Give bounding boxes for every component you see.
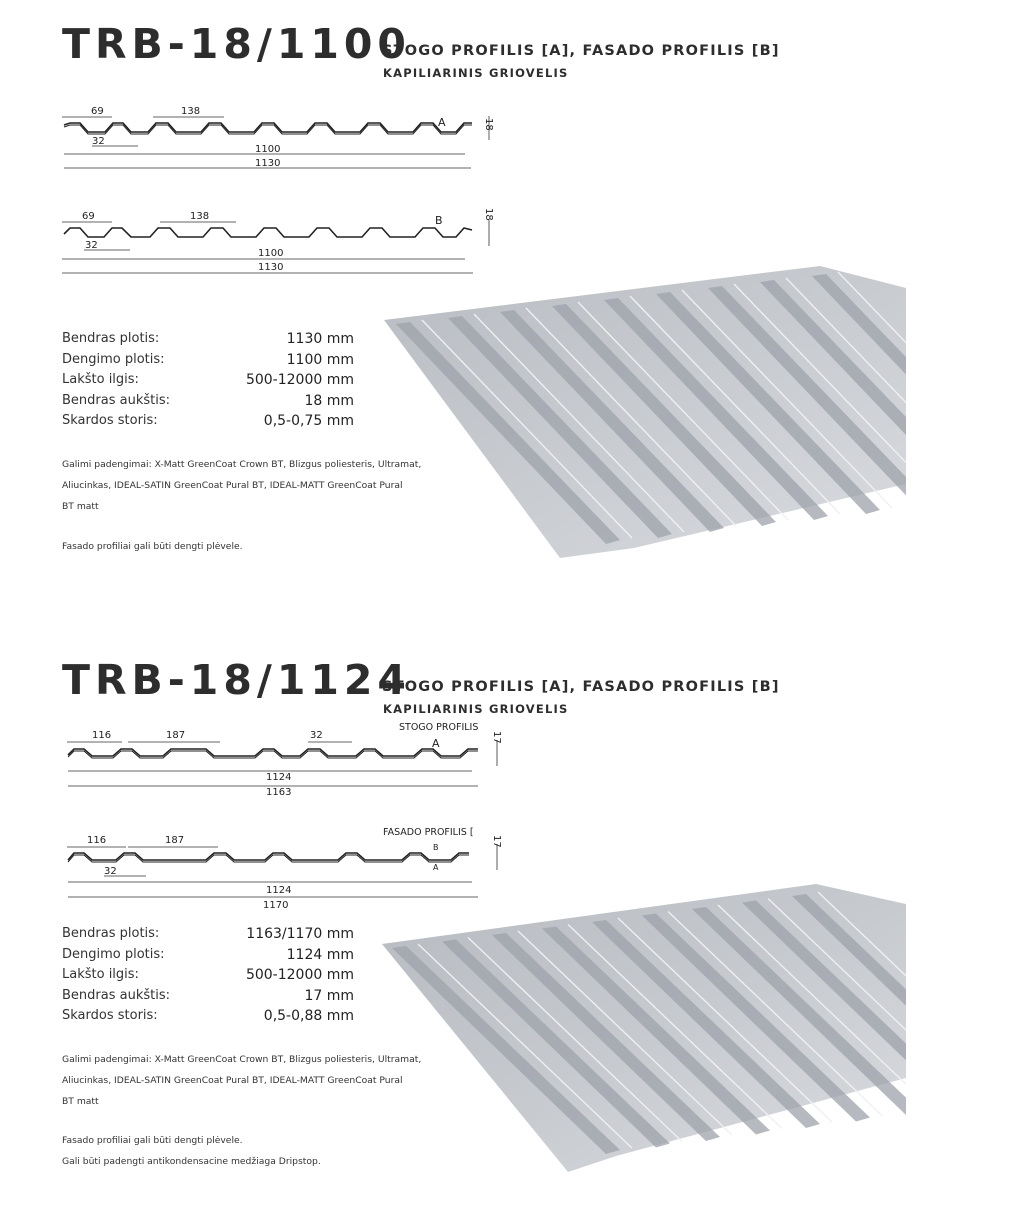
product-subtitle: STOGO PROFILIS [A], FASADO PROFILIS [B] xyxy=(382,43,780,59)
dimension-32: 32 xyxy=(104,866,117,877)
dimension-height: 17 xyxy=(491,731,502,744)
spec-row: Skardos storis: 0,5-0,88 mm xyxy=(62,1008,354,1025)
dimension-cover-width: 1124 xyxy=(266,885,292,896)
dimension-total-width: 1170 xyxy=(263,900,289,911)
spec-list xyxy=(62,926,354,1029)
spec-row: Bendras aukštis: 18 mm xyxy=(62,392,354,409)
spec-row: Bendras aukštis: 17 mm xyxy=(62,987,354,1004)
product-section-trb-18-1124 xyxy=(0,640,1024,1210)
dimension-cover-width: 1100 xyxy=(255,144,281,155)
profile-letter-b: B xyxy=(433,843,439,852)
product-subtitle: STOGO PROFILIS [A], FASADO PROFILIS [B] xyxy=(382,679,780,695)
dimension-32: 32 xyxy=(85,240,98,251)
dimension-187: 187 xyxy=(165,835,185,846)
product-subtitle-groove: KAPILIARINIS GRIOVELIS xyxy=(383,66,569,80)
film-note: Fasado profiliai gali būti dengti plėvele. xyxy=(62,1135,243,1146)
product-subtitle-groove: KAPILIARINIS GRIOVELIS xyxy=(383,702,569,716)
product-title: TRB-18/1124 xyxy=(62,656,411,704)
dimension-height: 18 xyxy=(483,208,494,221)
sheet-photo-trb-18-1100 xyxy=(380,262,906,572)
dimension-height: 17 xyxy=(491,835,502,848)
dimension-cover-width: 1100 xyxy=(258,248,284,259)
dimension-cover-width: 1124 xyxy=(266,772,292,783)
film-note: Fasado profiliai gali būti dengti plėvele. xyxy=(62,541,243,552)
dimension-total-width: 1130 xyxy=(258,262,284,273)
dimension-116: 116 xyxy=(87,835,107,846)
dimension-total-width: 1163 xyxy=(266,787,292,798)
dimension-total-width: 1130 xyxy=(255,158,281,169)
spec-list xyxy=(62,331,354,434)
dripstop-note: Gali būti padengti antikondensacine medžiaga Dripstop. xyxy=(62,1156,321,1167)
dimension-69: 69 xyxy=(82,211,95,222)
spec-row: Dengimo plotis: 1100 mm xyxy=(62,351,354,368)
product-section-trb-18-1100 xyxy=(0,0,1024,600)
spec-row: Bendras plotis: 1130 mm xyxy=(62,331,354,347)
spec-row: Dengimo plotis: 1124 mm xyxy=(62,946,354,963)
profile-letter-a: A xyxy=(433,863,439,872)
profile-letter-b: B xyxy=(435,214,443,227)
dimension-138: 138 xyxy=(181,106,201,117)
diagram-caption: FASADO PROFILIS [ xyxy=(383,827,474,838)
dimension-height: 18 xyxy=(483,118,494,131)
diagram-caption: STOGO PROFILIS xyxy=(399,722,479,733)
profile-diagram-a xyxy=(0,720,530,800)
dimension-187: 187 xyxy=(166,730,186,741)
coatings-note: Galimi padengimai: X-Matt GreenCoat Crown BT, Blizgus poliesteris, Ultramat, Aliucinkas, IDEAL-SATIN GreenCoat Pural BT, IDEAL-MATT GreenCoat Pural BT matt xyxy=(62,1054,422,1107)
spec-row: Skardos storis: 0,5-0,75 mm xyxy=(62,413,354,430)
product-title: TRB-18/1100 xyxy=(62,20,411,68)
dimension-116: 116 xyxy=(92,730,112,741)
spec-row: Lakšto ilgis: 500-12000 mm xyxy=(62,372,354,389)
dimension-138: 138 xyxy=(190,211,210,222)
dimension-32: 32 xyxy=(310,730,323,741)
profile-diagram-a xyxy=(0,98,520,178)
spec-row: Lakšto ilgis: 500-12000 mm xyxy=(62,967,354,984)
coatings-note: Galimi padengimai: X-Matt GreenCoat Crown BT, Blizgus poliesteris, Ultramat, Aliucinkas, IDEAL-SATIN GreenCoat Pural BT, IDEAL-MATT GreenCoat Pural BT matt xyxy=(62,459,422,512)
dimension-32: 32 xyxy=(92,136,105,147)
sheet-photo-trb-18-1124 xyxy=(380,882,906,1174)
dimension-69: 69 xyxy=(91,106,104,117)
profile-letter-a: A xyxy=(432,737,440,750)
spec-row: Bendras plotis: 1163/1170 mm xyxy=(62,926,354,942)
profile-letter-a: A xyxy=(438,116,446,129)
